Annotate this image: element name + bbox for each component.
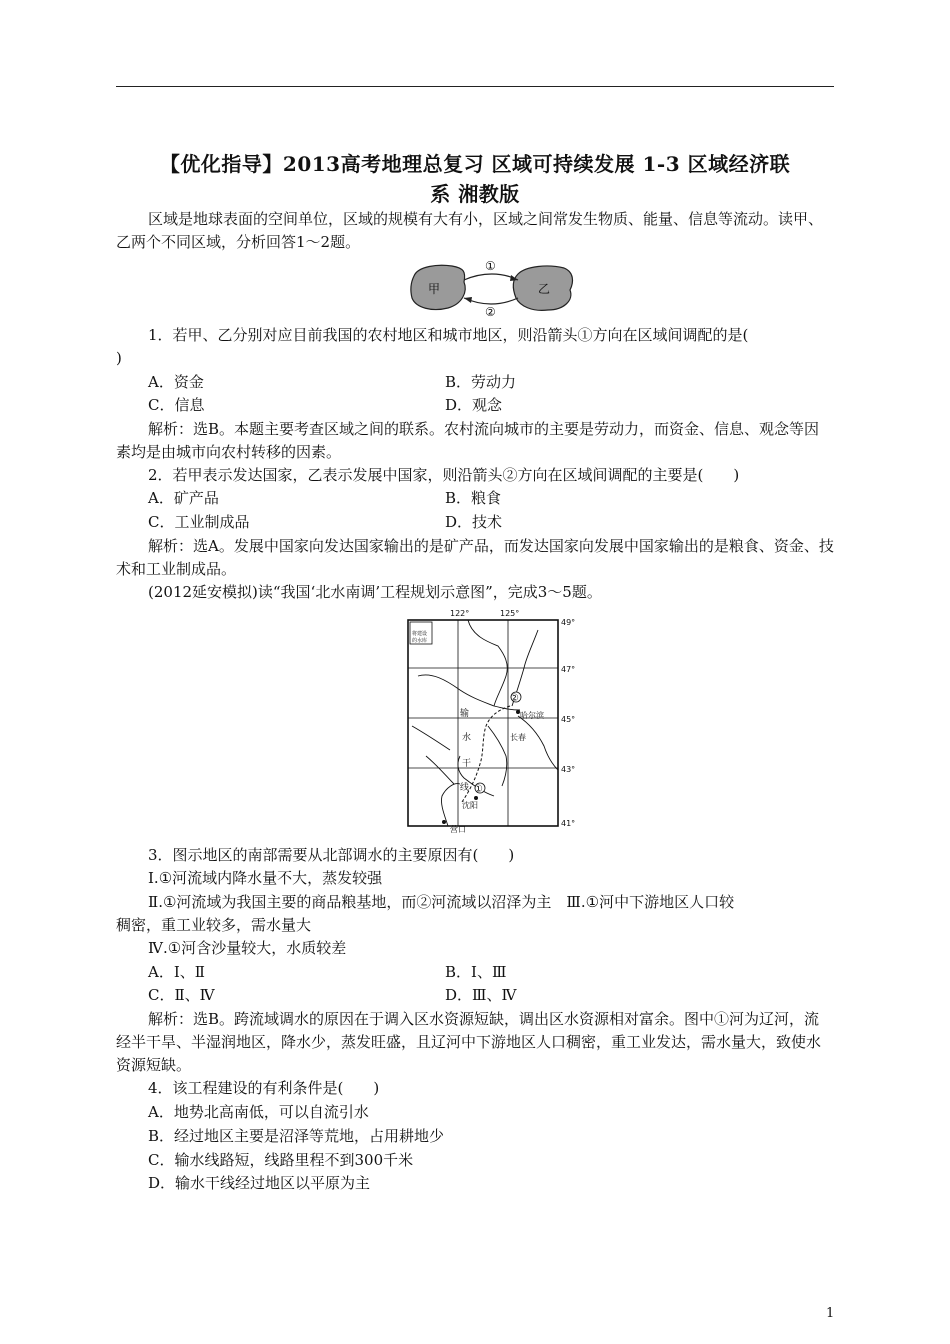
q1-option-a: A．资金 xyxy=(148,373,204,391)
document-title-line1: 【优化指导】2013高考地理总复习 区域可持续发展 1-3 区域经济联 xyxy=(159,152,791,176)
q1-analysis: 解析：选B。本题主要考查区域之间的联系。农村流向城市的主要是劳动力，而资金、信息、观念等因素均是由城市向农村转移的因素。 xyxy=(116,420,820,461)
q2-analysis: 解析：选A。发展中国家向发达国家输出的是矿产品，而发达国家向发展中国家输出的是粮食、资金、技术和工业制成品。 xyxy=(116,537,834,578)
q3-option-b: B．Ⅰ、Ⅲ xyxy=(445,963,507,981)
city-yingkou: 营口 xyxy=(450,825,466,834)
lat-label-45: 45° xyxy=(561,715,576,724)
q4-option-d: D．输水干线经过地区以平原为主 xyxy=(148,1174,371,1192)
lat-label-47: 47° xyxy=(561,665,576,674)
city-shenyang: 沈阳 xyxy=(462,801,478,810)
q3-item4: Ⅳ.①河含沙量较大，水质较差 xyxy=(148,939,347,957)
city-changchun: 长春 xyxy=(510,733,526,742)
q4-stem: 4．该工程建设的有利条件是( ) xyxy=(148,1079,380,1097)
region-flow-diagram xyxy=(408,258,576,318)
region-a-label: 甲 xyxy=(428,282,441,296)
canal-char-3: 干 xyxy=(462,759,472,769)
legend-line1: 将建设 xyxy=(412,631,428,637)
region-b-label: 乙 xyxy=(538,282,551,296)
q1-stem-line2: ) xyxy=(116,349,122,367)
north-south-water-map xyxy=(398,606,588,838)
legend-line2: 的水库 xyxy=(412,638,428,644)
lat-label-43: 43° xyxy=(561,765,576,774)
q3-item2-line2: 稠密，重工业较多，需水量大 xyxy=(116,916,312,934)
q4-option-a: A．地势北高南低，可以自流引水 xyxy=(148,1103,369,1121)
q2-option-a: A．矿产品 xyxy=(148,489,219,507)
q2-option-d: D．技术 xyxy=(445,513,503,531)
q1-option-d: D．观念 xyxy=(445,396,503,414)
lat-label-41: 41° xyxy=(561,819,576,828)
q2-stem: 2．若甲表示发达国家，乙表示发展中国家，则沿箭头②方向在区域间调配的主要是( ) xyxy=(148,466,740,484)
q3-option-d: D．Ⅲ、Ⅳ xyxy=(445,986,517,1004)
lon-label-125: 125° xyxy=(500,609,520,618)
header-rule xyxy=(116,86,834,87)
map-marker-2: ② xyxy=(510,693,519,704)
q3-item1: Ⅰ.①河流域内降水量不大，蒸发较强 xyxy=(148,869,383,887)
map-marker-1: ① xyxy=(474,784,483,795)
q1-stem-line1: 1．若甲、乙分别对应目前我国的农村地区和城市地区，则沿箭头①方向在区域间调配的是( xyxy=(148,326,749,344)
map-intro: (2012延安模拟)读“我国‘北水南调’工程规划示意图”，完成3～5题。 xyxy=(148,583,602,601)
canal-char-4: 线 xyxy=(460,783,470,793)
q3-item2-line1: Ⅱ.①河流域为我国主要的商品粮基地，而②河流域以沼泽为主 Ⅲ.①河中下游地区人口较 xyxy=(148,893,735,911)
city-harbin: 哈尔滨 xyxy=(520,711,544,720)
page-number: 1 xyxy=(826,1306,835,1321)
canal-char-1: 输 xyxy=(460,709,470,719)
document-title-line2: 系 湘教版 xyxy=(430,182,520,206)
q3-stem: 3．图示地区的南部需要从北部调水的主要原因有( ) xyxy=(148,846,515,864)
q1-option-b: B．劳动力 xyxy=(445,373,517,391)
arrow2-label: ② xyxy=(485,305,496,318)
q4-option-c: C．输水线路短，线路里程不到300千米 xyxy=(148,1151,414,1169)
q2-option-c: C．工业制成品 xyxy=(148,513,250,531)
intro-paragraph: 区域是地球表面的空间单位，区域的规模有大有小，区域之间常发生物质、能量、信息等流动。读甲、乙两个不同区域，分析回答1～2题。 xyxy=(116,210,824,251)
canal-char-2: 水 xyxy=(462,733,472,743)
q4-option-b: B．经过地区主要是沼泽等荒地，占用耕地少 xyxy=(148,1127,445,1145)
q2-option-b: B．粮食 xyxy=(445,489,502,507)
q3-option-a: A．Ⅰ、Ⅱ xyxy=(148,963,205,981)
arrow1-label: ① xyxy=(485,259,496,273)
q3-analysis: 解析：选B。跨流域调水的原因在于调入区水资源短缺，调出区水资源相对富余。图中①河为辽河，流经半干旱、半湿润地区，降水少，蒸发旺盛，且辽河中下游地区人口稠密，重工业发达，需水量大，致使水资源短缺。 xyxy=(116,1010,822,1074)
q1-option-c: C．信息 xyxy=(148,396,205,414)
lat-label-49: 49° xyxy=(561,618,576,627)
lon-label-122: 122° xyxy=(450,609,470,618)
q3-option-c: C．Ⅱ、Ⅳ xyxy=(148,986,215,1004)
